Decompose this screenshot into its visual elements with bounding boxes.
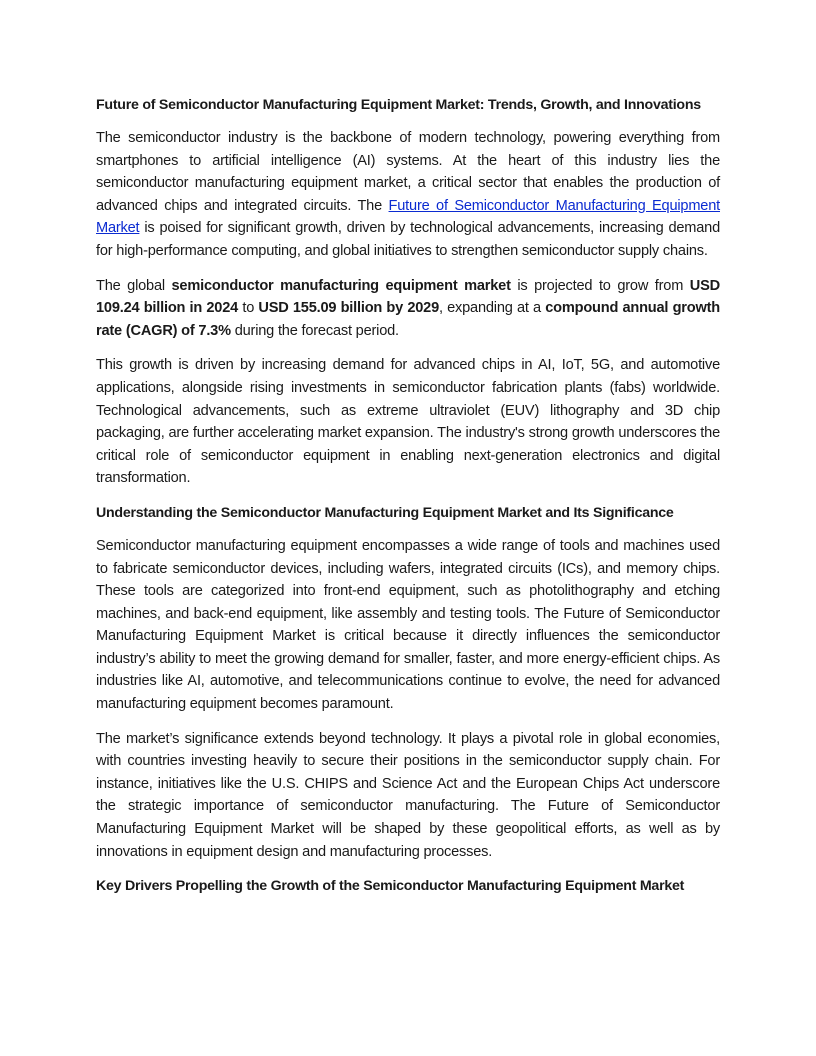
stats-text: , expanding at a (439, 300, 546, 317)
stats-text: during the forecast period. (230, 322, 399, 339)
intro-text-before: The semiconductor industry is the backbone of modern technology, powering everything from smartphones to artificial intelligence (AI) systems. At the heart of this industry lies the semiconductor manufacturing equipment market, a critical sector that enables the production of advanced chips and integrated circuits. The (96, 130, 720, 214)
document-title: Future of Semiconductor Manufacturing Equipment Market: Trends, Growth, and Innovations (96, 97, 701, 113)
intro-text-after: is poised for significant growth, driven by technological advancements, increasing demand for high-performance computing, and global initiatives to strengthen semiconductor supply chains. (96, 220, 720, 259)
stats-text: The global (96, 277, 172, 294)
equipment-overview-paragraph: Semiconductor manufacturing equipment encompasses a wide range of tools and machines used to fabricate semiconductor devices, including wafers, integrated circuits (ICs), and memory chips. These tools are categorized into front-end equipment, such as photolithography and etching machines, and back-end equipment, like assembly and testing tools. The Future of Semiconductor Manufacturing Equipment Market is critical because it directly influences the semiconductor industry’s ability to meet the growing demand for smaller, faster, and more energy-efficient chips. As industries like AI, automotive, and telecommunications continue to evolve, the need for advanced manufacturing equipment becomes paramount. (96, 537, 720, 713)
section-heading-key-drivers: Key Drivers Propelling the Growth of the Semiconductor Manufacturing Equipment Market (96, 878, 685, 895)
market-significance-paragraph: The market’s significance extends beyond technology. It plays a pivotal role in global economies, with countries investing heavily to secure their positions in the semiconductor supply chain. For instance, initiatives like the U.S. CHIPS and Science Act and the European Chips Act underscore the strategic importance of semiconductor manufacturing. The Future of Semiconductor Manufacturing Equipment Market will be shaped by these geopolitical efforts, as well as by innovations in equipment design and manufacturing processes. (96, 730, 720, 860)
market-report-link[interactable]: Future of Semiconductor Manufacturing Equipment Market (96, 197, 720, 237)
stats-text: is projected to grow from (510, 277, 690, 294)
stats-bold-cagr: compound annual growth rate (CAGR) of 7.3% (96, 300, 720, 339)
stats-bold-2024-value: USD 109.24 billion in 2024 (96, 277, 720, 317)
growth-paragraph: This growth is driven by increasing demand for advanced chips in AI, IoT, 5G, and automotive applications, alongside rising investments in semiconductor fabrication plants (fabs) worldwide. Technological advancements, such as extreme ultraviolet (EUV) lithography and 3D chip packaging, are further accelerating market expansion. The industry's strong growth underscores the critical role of semiconductor equipment in enabling next-generation electronics and digital transformation. (96, 357, 720, 487)
market-stats-paragraph (96, 275, 720, 343)
stats-text: to (238, 300, 259, 317)
stats-bold-market: semiconductor manufacturing equipment market (171, 277, 511, 294)
stats-bold-2029-value: USD 155.09 billion by 2029 (258, 300, 439, 317)
section-heading-understanding: Understanding the Semiconductor Manufacturing Equipment Market and Its Significance (96, 504, 674, 521)
document-page (96, 94, 720, 908)
intro-paragraph (96, 127, 720, 263)
